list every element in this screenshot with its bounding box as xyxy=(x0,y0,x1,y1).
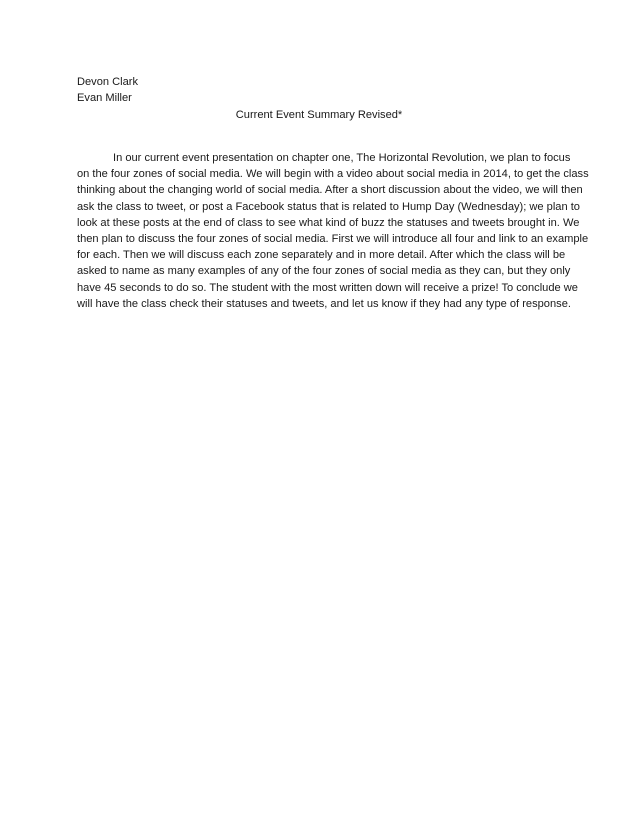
paragraph-line: for each. Then we will discuss each zone separately and in more detail. After which the class will be xyxy=(77,249,566,262)
document-title: Current Event Summary Revised* xyxy=(235,109,403,121)
paragraph-line: In our current event presentation on chapter one, The Horizontal Revolution, we plan to focus xyxy=(113,152,571,164)
author-name: Devon Clark xyxy=(77,76,139,88)
paragraph-line: ask the class to tweet, or post a Facebook status that is related to Hump Day (Wednesday); we plan to xyxy=(77,200,580,213)
paragraph-line: asked to name as many examples of any of the four zones of social media as they can, but they only xyxy=(77,265,571,278)
body-paragraph xyxy=(77,150,589,312)
paragraph-line: thinking about the changing world of social media. After a short discussion about the video, we will then xyxy=(77,184,583,197)
paragraph-line: will have the class check their statuses and tweets, and let us know if they had any type of response. xyxy=(77,297,571,310)
author-name: Evan Miller xyxy=(77,92,132,105)
paragraph-line: on the four zones of social media. We will begin with a video about social media in 2014, to get the class xyxy=(77,168,589,181)
author-block xyxy=(77,74,138,106)
paragraph-line: have 45 seconds to do so. The student with the most written down will receive a prize! To conclude we xyxy=(77,281,578,294)
paragraph-line: look at these posts at the end of class to see what kind of buzz the statuses and tweets brought in. We xyxy=(77,216,580,229)
paragraph-line: then plan to discuss the four zones of social media. First we will introduce all four and link to an example xyxy=(77,233,589,246)
